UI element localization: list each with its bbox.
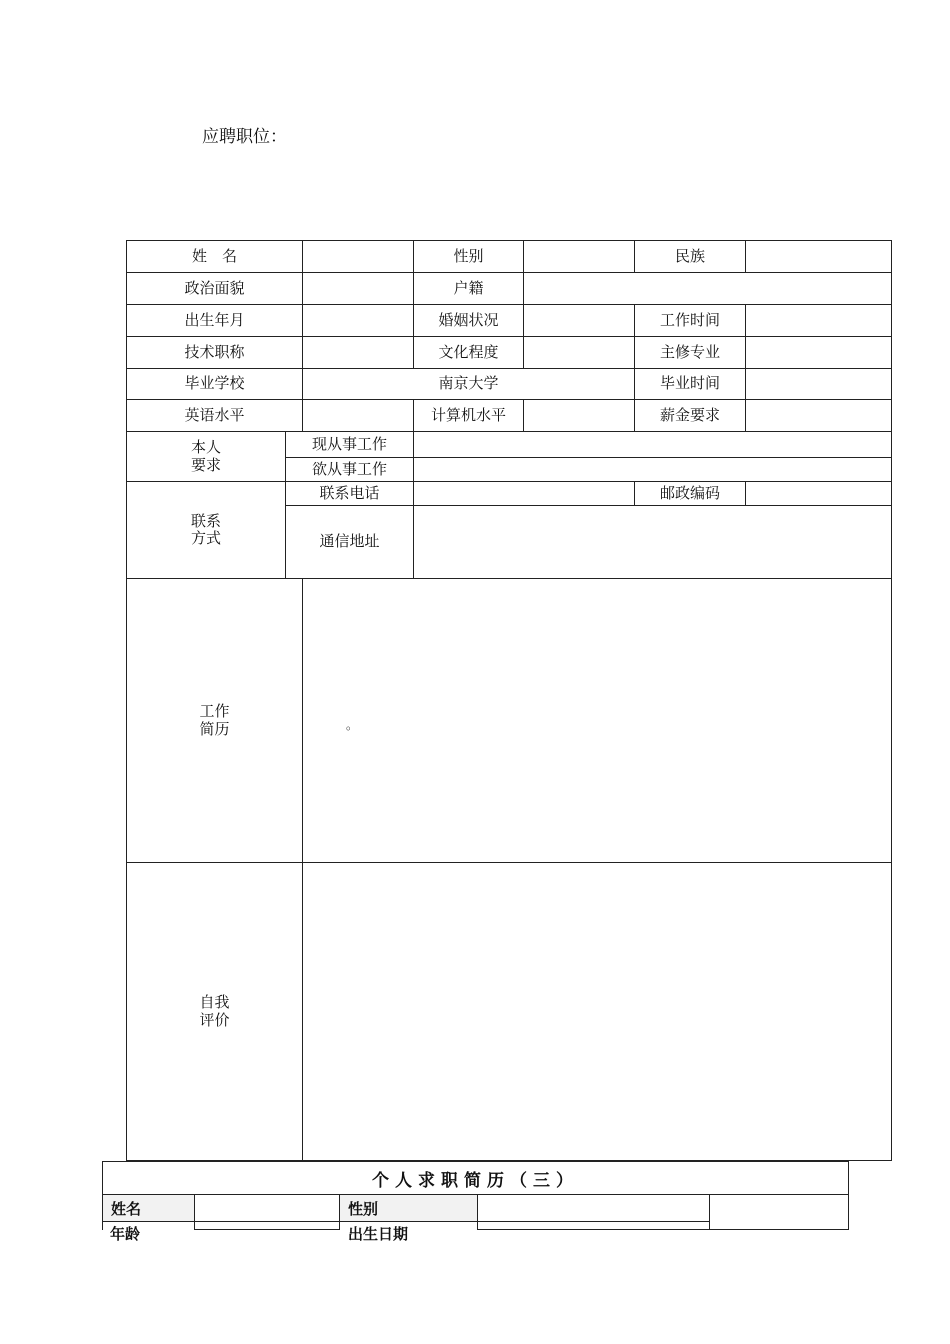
gender-label: 性别 — [414, 241, 524, 273]
position-applied-heading: 应聘职位： — [202, 127, 287, 147]
hukou-value[interactable] — [524, 273, 892, 305]
computer-level-label: 计算机水平 — [414, 400, 524, 432]
address-value[interactable] — [414, 506, 892, 579]
gender-value[interactable] — [524, 241, 635, 273]
english-level-label: 英语水平 — [127, 400, 303, 432]
self-evaluation-label-line1: 自我 — [199, 993, 230, 1012]
work-history-label — [127, 579, 303, 863]
hukou-label: 户籍 — [414, 273, 524, 305]
school-label: 毕业学校 — [127, 369, 303, 400]
work-history-label-line2: 简历 — [199, 719, 230, 738]
personal-requirement-label-line1: 本人 — [190, 438, 221, 457]
contact-info-label-line1: 联系 — [190, 511, 221, 530]
salary-label: 薪金要求 — [635, 400, 746, 432]
marital-status-value[interactable] — [524, 305, 635, 337]
marital-status-label: 婚姻状况 — [414, 305, 524, 337]
work-time-value[interactable] — [746, 305, 892, 337]
desired-job-value[interactable] — [414, 458, 892, 482]
resume-three-title: 个人求职简历（三） — [103, 1162, 849, 1195]
phone-value[interactable] — [414, 482, 635, 506]
technical-title-label: 技术职称 — [127, 337, 303, 369]
phone-label: 联系电话 — [286, 482, 414, 506]
resume-form-table — [126, 240, 892, 1161]
major-value[interactable] — [746, 337, 892, 369]
major-label: 主修专业 — [635, 337, 746, 369]
birth-date-label: 出生年月 — [127, 305, 303, 337]
ethnicity-value[interactable] — [746, 241, 892, 273]
r3-gender-value[interactable] — [478, 1195, 710, 1222]
current-job-label: 现从事工作 — [286, 432, 414, 458]
r3-photo-cell[interactable] — [710, 1195, 849, 1230]
postcode-label: 邮政编码 — [635, 482, 746, 506]
work-history-mark: 。 — [346, 718, 359, 732]
contact-info-label-line2: 方式 — [190, 529, 221, 547]
address-label: 通信地址 — [286, 506, 414, 579]
work-history-value[interactable] — [303, 579, 892, 863]
r3-name-label: 姓名 — [103, 1195, 195, 1222]
self-evaluation-label — [127, 863, 303, 1161]
education-level-value[interactable] — [524, 337, 635, 369]
english-level-value[interactable] — [303, 400, 414, 432]
resume-three-table — [102, 1161, 849, 1230]
personal-requirement-label — [127, 432, 286, 482]
current-job-value[interactable] — [414, 432, 892, 458]
r3-birthdate-label: 出生日期 — [348, 1225, 409, 1243]
education-level-label: 文化程度 — [414, 337, 524, 369]
graduation-time-value[interactable] — [746, 369, 892, 400]
ethnicity-label: 民族 — [635, 241, 746, 273]
political-status-label: 政治面貌 — [127, 273, 303, 305]
contact-info-label — [127, 482, 286, 579]
r3-gender-label: 性别 — [340, 1195, 478, 1222]
graduation-time-label: 毕业时间 — [635, 369, 746, 400]
name-value[interactable] — [303, 241, 414, 273]
r3-age-label: 年龄 — [110, 1225, 141, 1243]
school-value[interactable]: 南京大学 — [303, 369, 635, 400]
technical-title-value[interactable] — [303, 337, 414, 369]
computer-level-value[interactable] — [524, 400, 635, 432]
salary-value[interactable] — [746, 400, 892, 432]
political-status-value[interactable] — [303, 273, 414, 305]
self-evaluation-value[interactable] — [303, 863, 892, 1161]
birth-date-value[interactable] — [303, 305, 414, 337]
name-label: 姓 名 — [127, 241, 303, 273]
work-time-label: 工作时间 — [635, 305, 746, 337]
postcode-value[interactable] — [746, 482, 892, 506]
desired-job-label: 欲从事工作 — [286, 458, 414, 482]
personal-requirement-label-line2: 要求 — [190, 455, 221, 474]
r3-name-value[interactable] — [195, 1195, 340, 1222]
self-evaluation-label-line2: 评价 — [199, 1010, 230, 1029]
work-history-label-line1: 工作 — [199, 702, 230, 721]
